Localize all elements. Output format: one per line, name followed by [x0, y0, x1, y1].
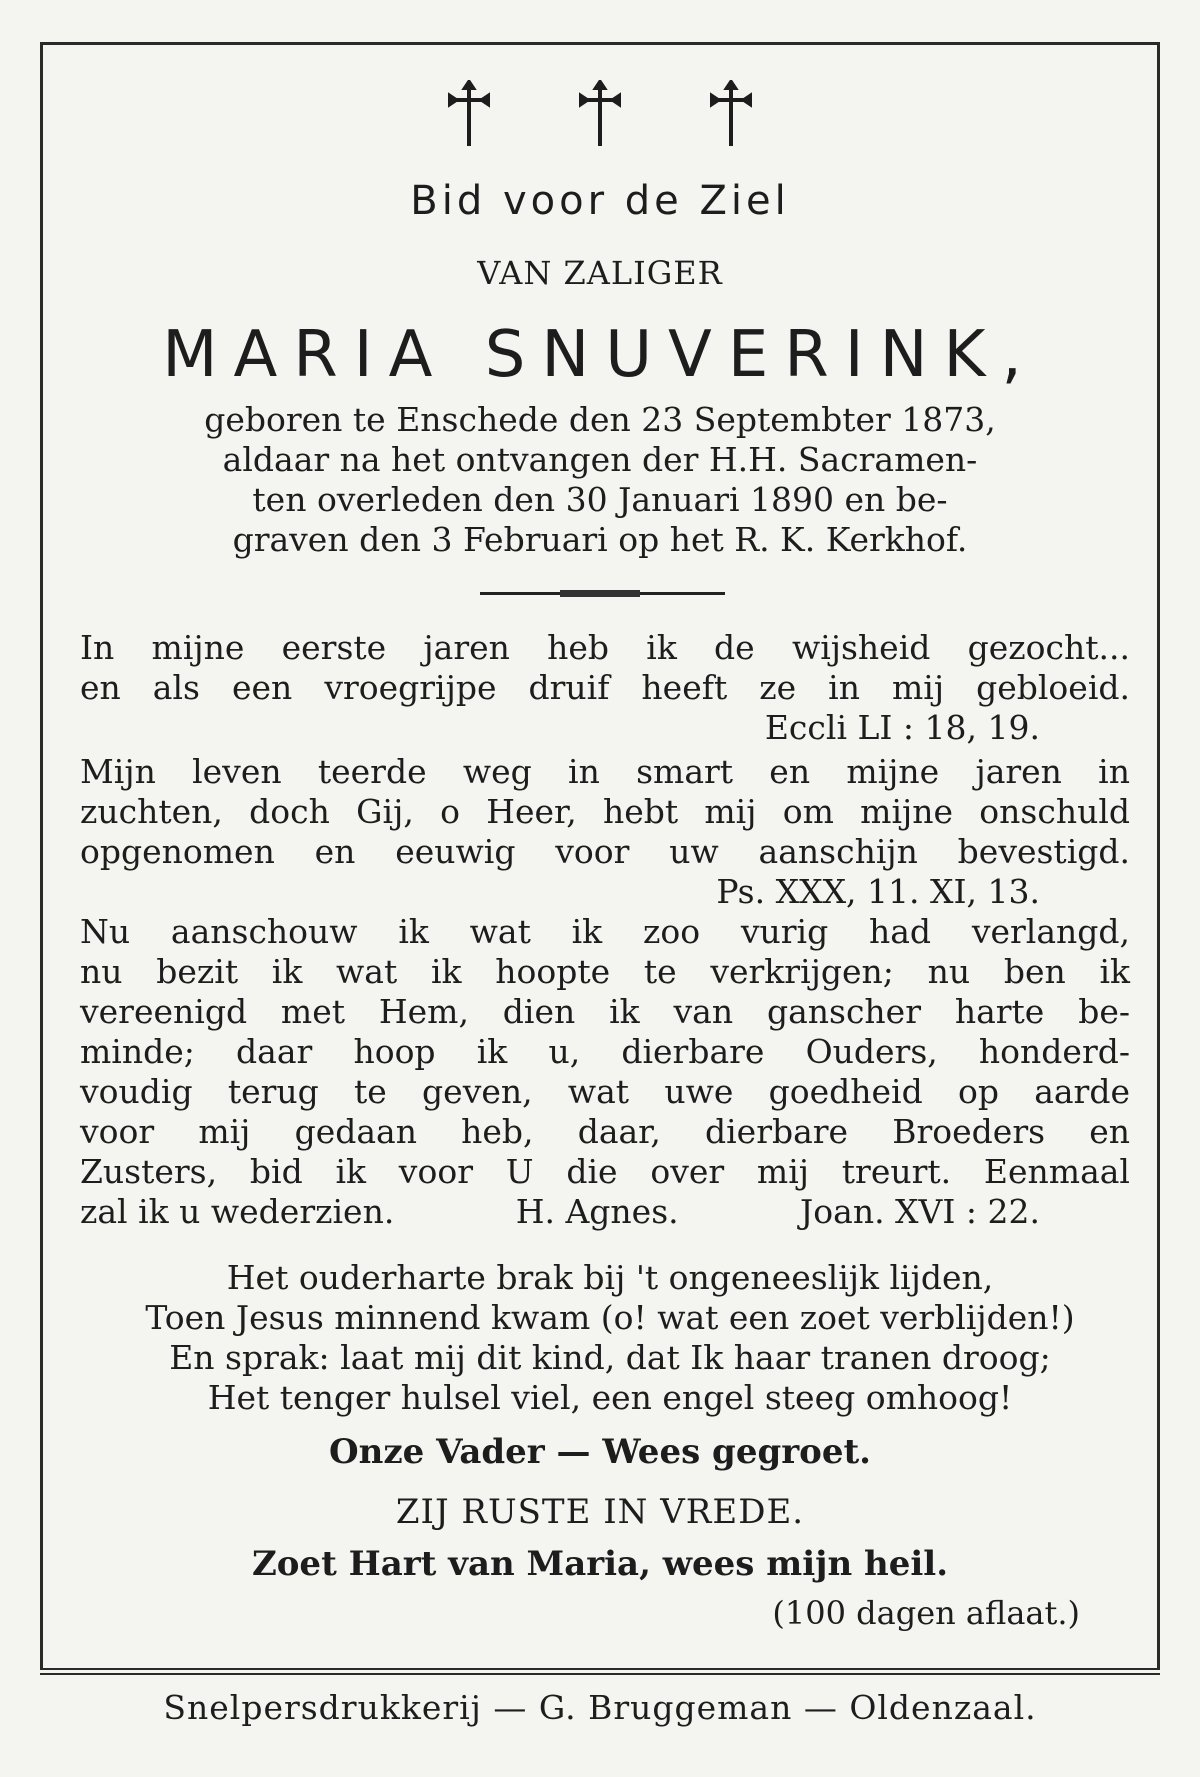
- quote-ref: Joan. XVI : 22.: [800, 1192, 1040, 1231]
- cross-icon: [575, 80, 625, 150]
- quote-line: opgenomen en eeuwig voor uw aanschijn bevestigd.: [80, 832, 1130, 871]
- quote-last-line: [80, 1192, 1130, 1232]
- quote-line: Mijn leven teerde weg in smart en mijne jaren in: [80, 752, 1130, 791]
- quote-line: Zusters, bid ik voor U die over mij treurt. Eenmaal: [80, 1152, 1130, 1191]
- quote-line: voor mij gedaan heb, daar, dierbare Broeders en: [80, 1112, 1130, 1151]
- poem-line: Toen Jesus minnend kwam (o! wat een zoet verblijden!): [145, 1298, 1075, 1337]
- poem-line: Het tenger hulsel viel, een engel steeg omhoog!: [207, 1378, 1013, 1417]
- cross-icon: [706, 80, 756, 150]
- bottom-rule: [40, 1668, 1160, 1675]
- quote-line: zal ik u wederzien.: [80, 1192, 395, 1231]
- cross-icon: [444, 80, 494, 150]
- intro-line: ten overleden den 30 Januari 1890 en be-: [252, 480, 948, 519]
- printer-credit: Snelpersdrukkerij — G. Bruggeman — Oldenzaal.: [163, 1688, 1037, 1727]
- quote-ref: Eccli LI : 18, 19.: [764, 708, 1040, 747]
- heading: Bid voor de Ziel: [410, 178, 790, 224]
- quote-line: vereenigd met Hem, dien ik van ganscher harte be-: [80, 992, 1130, 1031]
- sacred-heart-prayer: Zoet Hart van Maria, wees mijn heil.: [251, 1544, 949, 1584]
- subheading: VAN ZALIGER: [477, 254, 723, 292]
- quote-line: nu bezit ik wat ik hoopte te verkrijgen; nu ben ik: [80, 952, 1130, 991]
- intro-line: graven den 3 Februari op het R. K. Kerkhof.: [232, 520, 968, 559]
- crosses: [0, 80, 1200, 154]
- intro-line: geboren te Enschede den 23 Septembter 1873,: [204, 400, 996, 439]
- divider: [480, 592, 725, 595]
- poem-line: En sprak: laat mij dit kind, dat Ik haar tranen droog;: [169, 1338, 1051, 1377]
- poem-line: Het ouderharte brak bij 't ongeneeslijk lijden,: [226, 1258, 994, 1297]
- quote-line: voudig terug te geven, wat uwe goedheid op aarde: [80, 1072, 1130, 1111]
- prayer: Onze Vader — Wees gegroet.: [329, 1432, 871, 1472]
- quote-1: [80, 628, 1130, 748]
- quote-ref-author: H. Agnes.: [515, 1192, 679, 1231]
- poem: [80, 1258, 1140, 1418]
- quote-line: Nu aanschouw ik wat ik zoo vurig had verlangd,: [80, 912, 1130, 951]
- intro-line: aldaar na het ontvangen der H.H. Sacramen-: [222, 440, 978, 479]
- indulgence: (100 dagen aflaat.): [772, 1594, 1080, 1632]
- quote-line: minde; daar hoop ik u, dierbare Ouders, honderd-: [80, 1032, 1130, 1071]
- deceased-name: MARIA SNUVERINK,: [162, 318, 1038, 392]
- quote-line: In mijne eerste jaren heb ik de wijsheid gezocht...: [80, 628, 1130, 667]
- quote-line: en als een vroegrijpe druif heeft ze in mij gebloeid.: [80, 668, 1130, 707]
- quote-3: [80, 912, 1130, 1232]
- quote-line: zuchten, doch Gij, o Heer, hebt mij om mijne onschuld: [80, 792, 1130, 831]
- quote-ref: Ps. XXX, 11. XI, 13.: [716, 872, 1040, 911]
- intro-text: [110, 400, 1090, 560]
- rest-in-peace: ZIJ RUSTE IN VREDE.: [395, 1492, 805, 1532]
- quote-2: [80, 752, 1130, 912]
